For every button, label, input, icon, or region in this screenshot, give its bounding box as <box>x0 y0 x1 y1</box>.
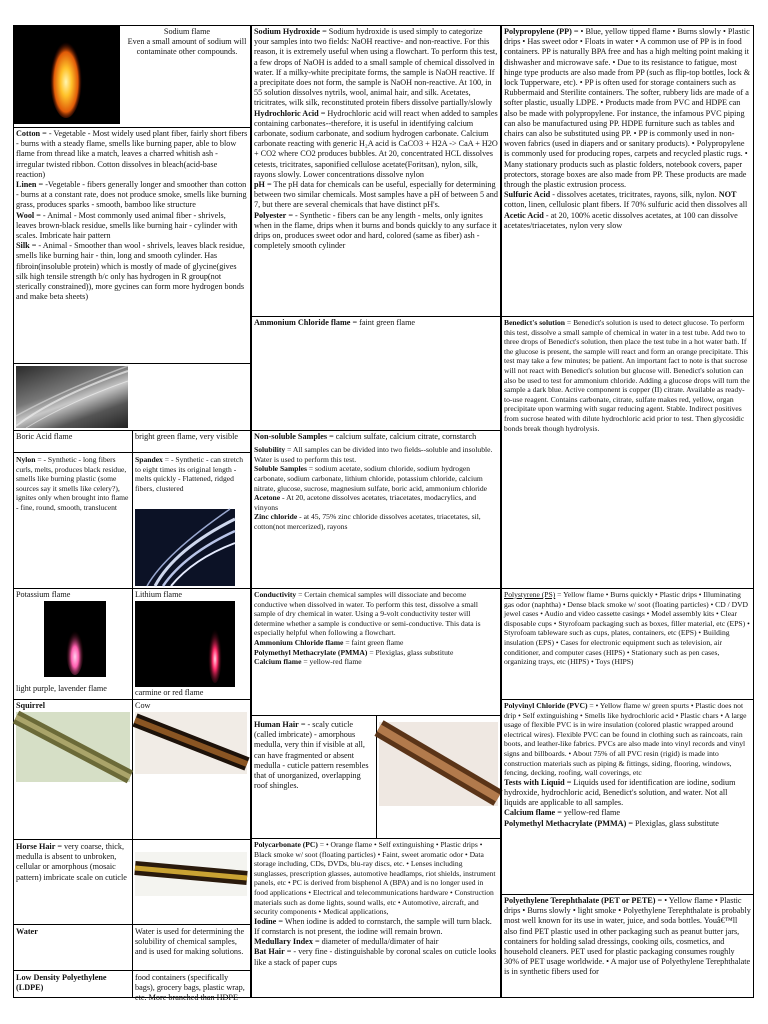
conductivity-entry <box>254 590 498 638</box>
spandex-entry <box>135 455 249 493</box>
water-term: Water <box>16 927 38 936</box>
ammonium-term: Ammonium Chloride flame <box>254 318 351 327</box>
ammonium-desc: = faint green flame <box>350 318 416 327</box>
calcium2-entry <box>254 657 498 667</box>
ph-desc: = The pH data for chemicals can be useful, especially for determining between two similar chemicals. Most samples have a pH of between 5 and 7, but there are several chemicals that have distinct pH's. <box>254 180 498 210</box>
liquid-term: Tests with Liquid <box>504 777 565 787</box>
cotton-desc: = - Vegetable - Most widely used plant fiber, fairly short fibers - burns with a steady flame, smells like burning paper, able to blow flame from thread like a match, leaves a charred whitish ash - irregular twisted ribbon. Cotton dissolves in bleach(acid-base reaction) <box>16 129 248 179</box>
bat-term: Bat Hair <box>254 947 285 957</box>
ammonium2-desc: = faint green flame <box>343 637 404 647</box>
sulfuric-not: NOT <box>718 190 737 200</box>
acetic-desc: - at 20, 100% acetic dissolves acetates, at 100 can dissolve acetates/triacetates, nylon very slow <box>504 210 738 230</box>
hcl-desc: = Hydrochloric acid will react when added to samples containing carbonates--therefore, it is useful in identifying calcium carbonate, sodium carbonate, and sodium hydrogen carbonate. Calcium carbonate reacting with generic H₂A acid is CaCO3 + H2A -> CaA + H2O + CO2 where CO2 produces bubbles. At 20, concentrated HCL dissolves cetests, tricitrates, saponified cellulose acetate(Foritsan), nylon, silk, rayons slowly. Lower concentrations dissolve nylon <box>254 108 498 179</box>
human-hair-desc: = - scaly cuticle (called imbricate) - amorphous medulla, very thin if visible at all, can have fragmented or absent medulla - cuticle pattern resembles that of unorganized, overlapping roof shingles. <box>254 720 369 791</box>
pc-entry <box>254 840 498 917</box>
cow-hair-photo <box>135 712 247 774</box>
pvc-cell <box>502 699 753 894</box>
polystyrene-cell <box>502 588 753 699</box>
naoh-desc: = Sodium hydroxide is used simply to categorize your samples into two fields: NaOH reactive- and non-reactive. For this reason, it is extremely useful when using a flowchart. To perform this test, a few drops of NaOH is added to a small sample of chemical dissolved in water. If a milky-white precipitate forms, the sample is NaOH reactive. If a precipitate does not form, the sample is NaOH non-reactive. At 100, in 55 solution dissolves nytrils, wool, animal hair, and silk. Acetates, tricitrates, wilk silk, reconstituted protein fibers dissolve partially/slowly <box>254 27 498 108</box>
ldpe-cell <box>14 970 250 1003</box>
horse-hair-cell <box>14 839 250 924</box>
water-cell <box>14 924 250 970</box>
benedict-cell <box>502 316 753 588</box>
polyester-term: Polyester <box>254 210 287 220</box>
ph-entry <box>254 180 498 211</box>
calcium3-desc: = yellow-red flame <box>555 808 621 818</box>
horse-hair-term: Horse Hair <box>16 842 56 851</box>
cow-label: Cow <box>135 701 151 710</box>
acetone-term: Acetone <box>254 493 281 503</box>
calcium2-term: Calcium flame <box>254 657 302 667</box>
wool-entry <box>16 211 248 242</box>
sulfuric-term: Sulfuric Acid <box>504 190 551 200</box>
sodium-flame-photo <box>14 26 120 124</box>
zinc-entry <box>254 512 498 531</box>
pet-term: Polyethylene Terephthalate (PET or PETE) <box>504 896 656 905</box>
nylon-spandex-cell <box>14 452 250 588</box>
solubility-term: Solubility <box>254 445 286 455</box>
calcium3-entry <box>504 808 751 818</box>
pmma3-desc: = Plexiglas, glass substitute <box>626 818 719 828</box>
squirrel-label: Squirrel <box>16 701 45 710</box>
horse-hair-desc: = very coarse, thick, medulla is absent to unbroken, cellular or amorphous (mosaic pattern) imbricate scale on cuticle <box>16 842 127 882</box>
hcl-entry <box>254 109 498 180</box>
sulfuric-entry <box>504 190 751 210</box>
ps-term: Polystyrene (PS) <box>504 590 556 599</box>
solubility-entry <box>254 445 498 464</box>
ps-entry <box>504 590 751 667</box>
water-desc: Water is used for determining the solubility of chemical samples, and is used for making solutions. <box>135 927 245 957</box>
ammonium-cell <box>252 316 500 430</box>
soluble-entry <box>254 464 498 493</box>
chemical-tests-cell <box>252 26 500 316</box>
ammonium-entry <box>254 318 498 328</box>
potassium-flame-label: Potassium flame <box>16 590 71 599</box>
conductivity-term: Conductivity <box>254 590 297 599</box>
spandex-desc: = - Synthetic - can stretch to eight times its original length - melts quickly - Flattened, ridged fibers, clustered <box>135 455 244 493</box>
sodium-flame-text: Even a small amount of sodium will contaminate other compounds. <box>127 37 247 57</box>
sodium-flame-caption: Sodium flame <box>163 27 211 36</box>
pc-term: Polycarbonate (PC) <box>254 840 318 849</box>
acetone-desc: - At 20, acetone dissolves acetates, triacetates, modacrylics, and vinyons <box>254 493 477 512</box>
linen-desc: = -Vegetable - fibers generally longer and smoother than cotton - burns at a constant rate, does not produce smoke, smells like burning grass, produces sparks - smooth, bamboo like structure <box>16 180 247 210</box>
potassium-flame-desc: light purple, lavender flame <box>16 684 107 693</box>
nonsoluble-desc: = calcium sulfate, calcium citrate, cornstarch <box>327 432 477 441</box>
pvc-desc: = • Yellow flame w/ green spurts • Plastic does not drip • Self extinguishing • Smells like hydrochloric acid • Plastic chars • A large usage of flexible PVC is in wire insulation (colored plastic wrapped around electrical wires). Flexible PVC can be found in clothing such as raincoats, rain boots, and leather-like fabrics. PVCs are also made into vinyl records and vinyl signs and billboards. • About 75% of all PVC resin (rigid) is made into construction materials such as piping & fittings, siding, flooring, windows, fencing, decking, roofing, wall coverings, etc <box>504 701 747 778</box>
polyester-entry <box>254 211 498 252</box>
spandex-term: Spandex <box>135 455 163 464</box>
ammonium2-term: Ammonium Chloride flame <box>254 637 344 647</box>
calcium3-term: Calcium flame <box>504 808 556 818</box>
liquid-entry <box>504 778 751 809</box>
wool-desc: = - Animal - Most commonly used animal fiber - shrivels, leaves brown-black residue, smells like burning hair - cylinder with scales. Imbricate hair pattern <box>16 210 238 241</box>
silk-entry <box>16 241 248 302</box>
pp-desc: = • Blue, yellow tipped flame • Burns slowly • Plastic drips • Has sweet odor • Floats in water • A common use of PP is in food containers. PP is naturally BPA free and has a high melting point making it dishwasher and microwave safe. • Due to its resistance to fatigue, most hinge type products are also made from PP (such as flip-top bottles, lock & lock Tupperware, etc). • PP is often used for storage containers such as Rubbermaid and Sterilite containers. The softer, rubbery lids are made of a softer plastic, usually LDPE. • Products made from PVC and HDPE can also be made with polypropylene. For instance, the infamous PVC piping can also be manufactured using PP. HDPE furniture such as tables and chairs can also be substituted using PP. • PP is commonly used in non-woven fabrics (used in diapers and or sanitary products). • Polypropylene is commonly used for producing ropes, carpets and recycled plastic rugs. • Many stationary products such as plastic folders, notebook covers, paper protectors, storage boxes are also made from PP. These products are made through the plastic extrusion process. <box>504 27 751 190</box>
boric-acid-cell <box>14 430 250 452</box>
column-3 <box>500 26 753 997</box>
medullary-desc: = diameter of medulla/dimater of hair <box>312 937 439 947</box>
conductivity-desc: = Certain chemical samples will dissociate and become conductive when dissolved in water. To perform this test, dissolve a small sample of dry chemical in water. Using a 9-volt conductivity tester will determine whether a sample is conductive or semi-conductive. This data is especially helpful when following a flowchart. <box>254 590 481 638</box>
benedict-entry <box>504 318 751 433</box>
pvc-term: Polyvinyl Chloride (PVC) <box>504 701 588 710</box>
silk-term: Silk <box>16 241 30 251</box>
nylon-entry <box>16 455 130 513</box>
flame-photos-cell <box>14 588 250 699</box>
acetic-entry <box>504 211 751 231</box>
horse-hair-photo <box>135 852 247 896</box>
spandex-fiber-photo <box>135 509 235 586</box>
ammonium2-entry <box>254 638 498 648</box>
linen-entry <box>16 180 248 211</box>
lithium-flame-label: Lithium flame <box>135 590 183 599</box>
human-hair-entry <box>254 720 374 791</box>
cotton-term: Cotton <box>16 129 41 138</box>
pc-desc: = • Orange flame • Self extinguishing • Plastic drips • Black smoke w/ soot (floating particles) • Faint, sweet aromatic odor • Data storage including, CDs, DVDs, blu-ray discs, etc. • Lenses including sunglasses, prescription glasses, automotive headlamps, riot shields, instrument panels, etc • PC is derived from bisphenol A (BPA) and is no longer used in food applications • Electrical and telecommunications hardware • Construction materials such as dome lights, sound walls, etc • Automotive, aircraft, and security components • Medical applications, <box>254 840 496 917</box>
boric-acid-desc: bright green flame, very visible <box>135 432 238 441</box>
pmma3-term: Polymethyl Methacrylate (PMMA) <box>504 818 627 828</box>
sodium-flame-cell <box>14 26 250 127</box>
ldpe-term: Low Density Polyethylene (LDPE) <box>16 973 107 993</box>
pet-cell <box>502 894 753 997</box>
cotton-entry <box>16 129 248 180</box>
ph-term: pH <box>254 180 265 190</box>
soluble-desc: = sodium acetate, sodium chloride, sodium hydrogen carbonate, sodium carbonate, lithium chloride, potassium chloride, calcium nitrate, glucose, sucrose, magnesium sulfate, boric acid, ammonium chloride <box>254 464 488 493</box>
iodine-term: Iodine <box>254 916 277 926</box>
linen-term: Linen <box>16 180 37 190</box>
pp-term: Polypropylene (PP) <box>504 27 572 36</box>
human-hair-photo <box>379 722 498 806</box>
wool-term: Wool <box>16 210 35 220</box>
hair-photos-cell <box>14 699 250 839</box>
fibers-cell <box>14 127 250 363</box>
iodine-desc: = When iodine is added to cornstarch, the sample will turn black. If cornstarch is not present, the iodine will remain brown. <box>254 916 492 936</box>
column-1 <box>14 26 250 1003</box>
acetone-entry <box>254 493 498 512</box>
benedict-term: Benedict's solution <box>504 318 565 327</box>
silk-fiber-photo <box>16 366 128 428</box>
lithium-flame-desc: carmine or red flame <box>135 688 204 697</box>
pmma2-term: Polymethyl Methacrylate (PMMA) <box>254 647 368 657</box>
liquid-desc: = Liquids used for identification are iodine, sodium hydroxide, hydrochloric acid, Benedict's solution, and water. Not all liquids are applicable to all samples. <box>504 777 736 808</box>
ldpe-desc: food containers (specifically bags), grocery bags, plastic wrap, etc. More branched than HDPE <box>135 973 245 1003</box>
reference-sheet <box>13 25 754 1003</box>
acetic-term: Acetic Acid <box>504 210 544 220</box>
soluble-term: Soluble Samples <box>254 464 307 474</box>
nylon-term: Nylon <box>16 455 36 464</box>
zinc-term: Zinc chloride <box>254 512 298 522</box>
pet-entry <box>504 896 751 978</box>
ps-desc: = Yellow flame • Burns quickly • Plastic drips • Illuminating gas odor (naphtha) • Dense black smoke w/ soot (floating particles) • CD / DVD jewel cases • Audio and video cassette casings • Model assembly kits • Clear disposable cups • Styrofoam packaging such as boxes, filler material, etc (EPS) • Styrofoam tableware such as cups, plates, containers, etc (EPS) • Building insulation (EPS) • Cases for electronic equipment such as television, air conditioner, and computer cases (HIPS) • Stationary such as pen cases, organizing trays, etc (HIPS) • Toys (HIPS) <box>504 590 750 667</box>
pvc-entry <box>504 701 751 778</box>
pet-desc: = • Yellow flame • Plastic drips • Burns slowly • light smoke • Polyethylene Terephthalate is probably most well known for its use in water, juice, and soda bottles. Youâ€™ll also find PET plastic used in other packaging such as peanut butter jars, containers for holding salad dressings, cooking oils, cosmetics, and household cleaners. PET used for plastic packaging consumes roughly 30% of PET usage worldwide. • A major use of Polyethylene Terephthalate is in synthetic fibers used for <box>504 896 751 977</box>
medullary-entry <box>254 937 498 947</box>
column-2 <box>250 26 500 997</box>
pmma2-desc: = Plexiglas, glass substitute <box>367 647 454 657</box>
pmma2-entry <box>254 648 498 658</box>
polypropylene-cell <box>502 26 753 316</box>
silk-photo-cell <box>14 363 250 430</box>
benedict-desc: = Benedict's solution is used to detect glucose. To perform this test, dissolve a small sample of chemical in water in a test tube. Add two to three drops of Benedict's solution, then place the test tube in a hot water bath. If the glucose is present, the sample will react and form an orange precipitate. This test may take a few minutes; be patient. An important fact to note is that sucrose will not react with Benedict's solution but glucose will. Benedict's solution can also be used to test for ammonium chloride. Adding a glucose drops will turn the sample a dark blue. Active component is copper (II) citrate. Available as ready-to-use reagent. Contains carbonate, citrate, sulfate makes red, yellow, organ precipitate upon warming with sugar reducing agent. Stable. Indirect positives from sucrose heated with dilute hydrochloric acid prior to test. Then glycosidic bonds break though hydrolysis. <box>504 318 750 433</box>
nonsoluble-term: Non-soluble Samples <box>254 432 328 441</box>
silk-desc: = - Animal - Smoother than wool - shrivels, leaves black residue, smells like burning hair - thin, long and smooth cylinder. Has fibroin(insoluble protein) which is mostly of made of glycine(gives silk high tensile strength b/c only has hydrogen in R group(not sterically constrained)), more gycines can form more hydrogen bonds and make beta sheets) <box>16 241 245 302</box>
potassium-flame-photo <box>44 601 106 677</box>
naoh-entry <box>254 27 498 109</box>
pp-entry <box>504 27 751 190</box>
calcium2-desc: = yellow-red flame <box>301 657 362 667</box>
zinc-desc: - at 45, 75% zinc chloride dissolves acetates, triacetates, sil, cotton(not mercerized), rayons <box>254 512 481 531</box>
polycarbonate-cell <box>252 838 500 997</box>
boric-acid-label: Boric Acid flame <box>16 432 73 441</box>
iodine-entry <box>254 917 498 937</box>
squirrel-hair-photo <box>16 712 130 782</box>
polyester-desc: = - Synthetic - fibers can be any length - melts, only ignites when in the flame, drips when it burns and bonds quickly to any surface it drips on, produces sweet odor and hard, colored (same as fiber) ash - completely smooth cylinder <box>254 210 497 251</box>
naoh-term: Sodium Hydroxide <box>254 27 321 36</box>
conductivity-cell <box>252 588 500 715</box>
solubility-desc: = All samples can be divided into two fields--soluble and insoluble. Water is used to perform this test. <box>254 445 493 464</box>
bat-desc: = - very fine - distinguishable by coronal scales on cuticle looks like a stack of paper cups <box>254 947 497 967</box>
bat-entry <box>254 947 498 967</box>
horse-hair-entry <box>16 842 130 883</box>
medullary-term: Medullary Index <box>254 937 313 947</box>
lithium-flame-photo <box>135 601 235 687</box>
human-hair-cell <box>252 715 500 838</box>
sulfuric-desc-2: cotton, linen, cellulosic plant fibers. If 70% sulfuric acid then dissolves all <box>504 200 748 210</box>
hcl-term: Hydrochloric Acid <box>254 108 319 118</box>
nonsoluble-entry <box>254 432 498 442</box>
solubility-cell <box>252 430 500 588</box>
pmma3-entry <box>504 819 751 829</box>
nylon-desc: = - Synthetic - long fibers curls, melts, produces black residue, smells like burning plastic (some sources say it smells like celery?), ignites only when brought into flame - fine, round, smooth, translucent <box>16 455 129 512</box>
sulfuric-desc: - dissolves acetates, tricitrates, rayons, silk, nylon. <box>550 190 719 200</box>
human-hair-term: Human Hair <box>254 720 299 729</box>
